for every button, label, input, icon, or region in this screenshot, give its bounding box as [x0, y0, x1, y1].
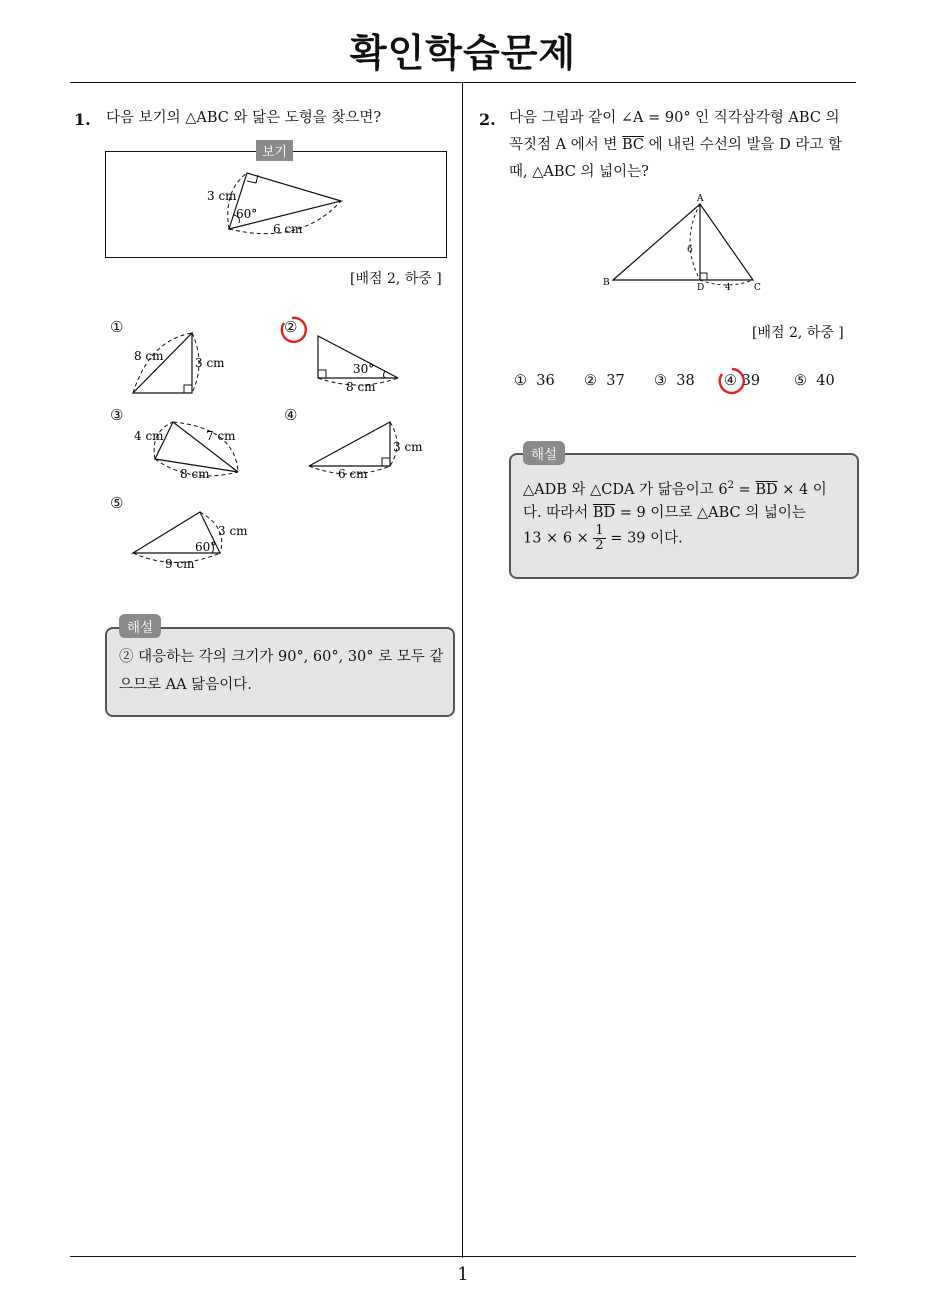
q2-choice-5[interactable]: ⑤ 40: [794, 373, 835, 389]
q1-c5-label-a: 3 cm: [218, 524, 248, 538]
q2-text-line-1: 다음 그림과 같이 ∠A = 90° 인 직각삼각형 ABC 의: [509, 110, 840, 126]
q1-text: 다음 보기의 △ABC 와 닮은 도형을 찾으면?: [106, 110, 382, 126]
q2-choice-3[interactable]: ③ 38: [654, 373, 695, 389]
q1-choice-2-mark[interactable]: ②: [284, 318, 298, 336]
q2-score: [배점 2, 하중 ]: [752, 325, 844, 341]
q1-c1-label-a: 8 cm: [134, 349, 164, 363]
q1-c2-label-b: 8 cm: [346, 380, 376, 394]
q2-text-line-3: 때, △ABC 의 넓이는?: [509, 164, 649, 180]
q1-choice-1-mark[interactable]: ①: [110, 318, 124, 336]
q2-fig-ad: 6: [687, 245, 693, 255]
column-divider: [462, 82, 463, 1258]
q1-choice-4-mark[interactable]: ④: [284, 406, 298, 424]
q2-explanation-line-2: 다. 따라서 $\overline{BD} = 9$ 이므로 △ABC 의 넓이는: [523, 505, 806, 521]
q2-fig-dc: 4: [725, 283, 731, 293]
q1-c1-label-b: 3 cm: [195, 356, 225, 370]
q2-fig-d: D: [697, 283, 705, 293]
q1-c3-label-c: 8 cm: [180, 467, 210, 481]
page-title: 확인학습문제: [349, 31, 577, 75]
q1-answer-circle: [282, 318, 306, 342]
q2-choice-1[interactable]: ① 36: [514, 373, 555, 389]
q1-explanation-line-1: ② 대응하는 각의 크기가 90°, 60°, 30° 로 모두 같: [119, 649, 444, 665]
q2-explanation-line-3: 13 × 6 × $\frac{1}{2}$ = 39 이다.: [523, 523, 683, 553]
q1-choice-figures: [0, 0, 462, 600]
q2-explanation-line-1: △ADB 와 △CDA 가 닮음이고 $6^2 = \overline{BD} \times 4$ 이: [523, 480, 827, 498]
q1-c2-label-a: 30°: [353, 362, 375, 376]
q2-text-line-2: 꼭짓점 A 에서 변 $\overline{BC}$ 에 내린 수선의 발을 D 라고 할: [509, 137, 842, 153]
q2-fig-c: C: [754, 283, 761, 293]
q2-explanation-label: 해설: [523, 441, 565, 465]
page-number: 1: [457, 1264, 469, 1285]
q2-fig-a: A: [697, 194, 704, 204]
q1-bogi-label: 보기: [256, 140, 293, 161]
q2-fig-b: B: [603, 278, 610, 288]
q2-choice-4[interactable]: ④ 39: [724, 373, 761, 389]
q1-c3-label-b: 7 cm: [206, 429, 236, 443]
q1-c4-label-b: 6 cm: [338, 467, 368, 481]
q2-segment-bc: $\overline{BC}$: [621, 137, 644, 153]
q1-c5-label-c: 9 cm: [165, 557, 195, 571]
q1-bogi-angle: 60°: [236, 207, 258, 221]
q1-bogi-side-a: 3 cm: [207, 189, 237, 203]
q2-figure: [595, 190, 775, 300]
q1-bogi-side-b: 6 cm: [273, 222, 303, 236]
q1-c3-label-a: 4 cm: [134, 429, 164, 443]
q2-number: 2.: [479, 110, 496, 129]
q1-explanation-label: 해설: [119, 614, 161, 638]
q1-c5-label-b: 60°: [195, 540, 217, 554]
q1-explanation-line-2: 으므로 AA 닮음이다.: [119, 677, 252, 693]
q1-choice-3-mark[interactable]: ③: [110, 406, 124, 424]
q2-choice-2[interactable]: ② 37: [584, 373, 625, 389]
q1-score: [배점 2, 하중 ]: [350, 271, 442, 287]
q1-choice-5-mark[interactable]: ⑤: [110, 494, 124, 512]
q1-c4-label-a: 3 cm: [393, 440, 423, 454]
q2-answer-circle: [716, 366, 746, 396]
bottom-rule: [70, 1256, 856, 1257]
q1-number: 1.: [74, 110, 91, 129]
